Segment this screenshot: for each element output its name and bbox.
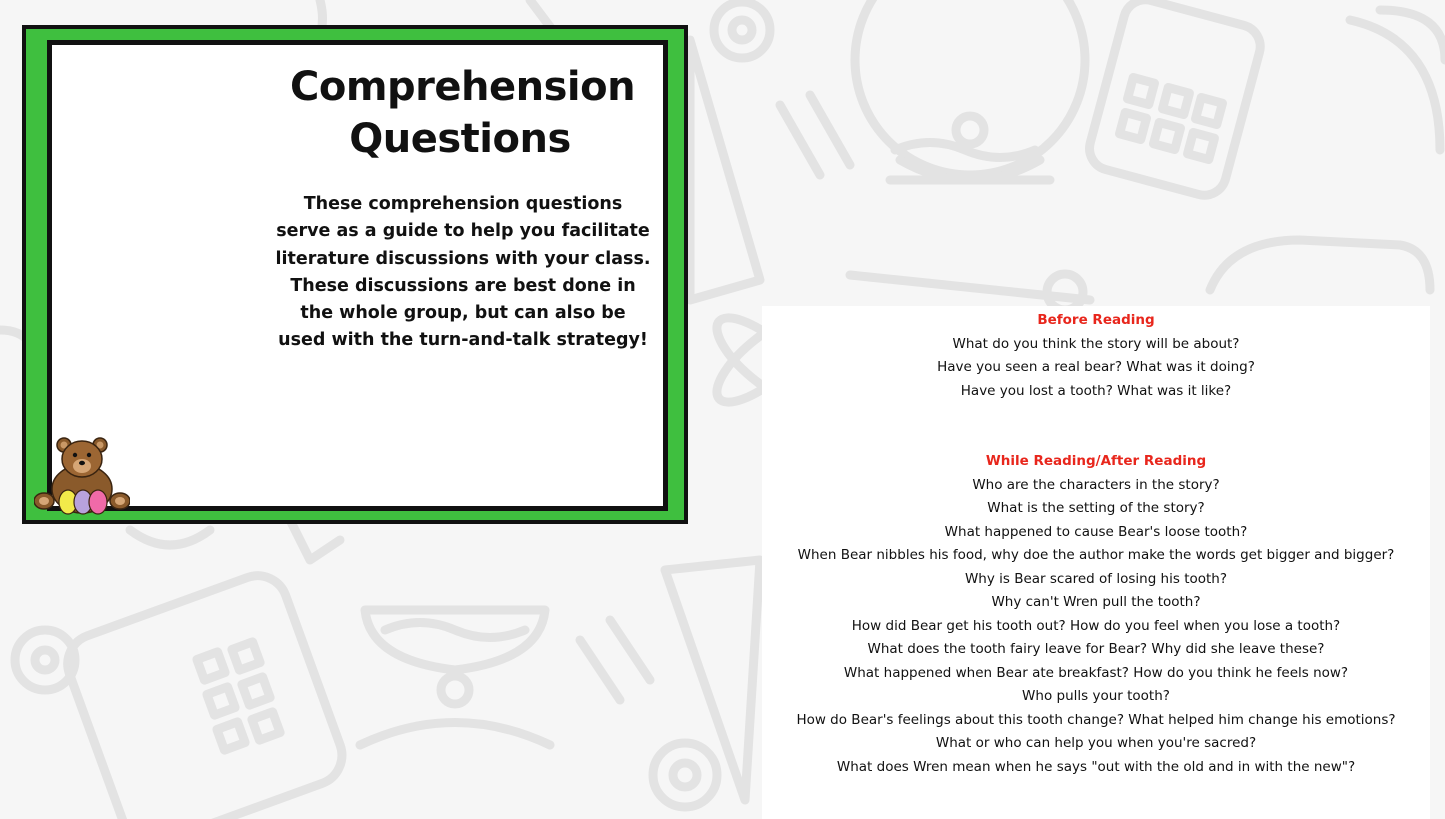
bear-with-eggs-icon: [34, 433, 130, 515]
intro-card: [22, 25, 688, 524]
before-reading-heading: Before Reading: [1037, 312, 1155, 328]
question-item: What does Wren mean when he says "out with the old and in with the new"?: [836, 758, 1356, 775]
questions-panel: [762, 306, 1430, 819]
question-item: When Bear nibbles his food, why doe the author make the words get bigger and bigger?: [797, 547, 1395, 563]
question-item: Have you lost a tooth? What was it like?: [960, 382, 1232, 399]
question-item: What does the tooth fairy leave for Bear? Why did she leave these?: [867, 641, 1325, 657]
while-after-reading-heading: While Reading/After Reading: [985, 453, 1207, 469]
question-item: What happened to cause Bear's loose tooth?: [944, 523, 1248, 540]
question-item: Who are the characters in the story?: [972, 476, 1220, 493]
question-item: Why is Bear scared of losing his tooth?: [964, 570, 1228, 587]
question-item: How did Bear get his tooth out? How do you feel when you lose a tooth?: [851, 617, 1341, 634]
question-item: Who pulls your tooth?: [1022, 688, 1170, 704]
intro-text: These comprehension questions serve as a guide to help you facilitate literature discussions with your class. These discussions are best done in the whole group, but can also be used with the turn-and-talk strategy!: [275, 194, 651, 351]
intro-card-inner: [47, 40, 668, 511]
question-item: How do Bear's feelings about this tooth change? What helped him change his emotions?: [796, 711, 1396, 728]
question-item: What happened when Bear ate breakfast? How do you think he feels now?: [843, 664, 1349, 681]
question-item: Why can't Wren pull the tooth?: [991, 594, 1201, 610]
before-reading-section: [762, 309, 1430, 403]
page-title: Comprehension Questions: [290, 64, 636, 162]
question-item: Have you seen a real bear? What was it doing?: [937, 359, 1255, 375]
question-item: What or who can help you when you're sacred?: [935, 735, 1257, 751]
question-item: What is the setting of the story?: [987, 500, 1205, 516]
while-after-reading-section: [762, 450, 1430, 779]
question-item: What do you think the story will be about?: [952, 335, 1240, 352]
